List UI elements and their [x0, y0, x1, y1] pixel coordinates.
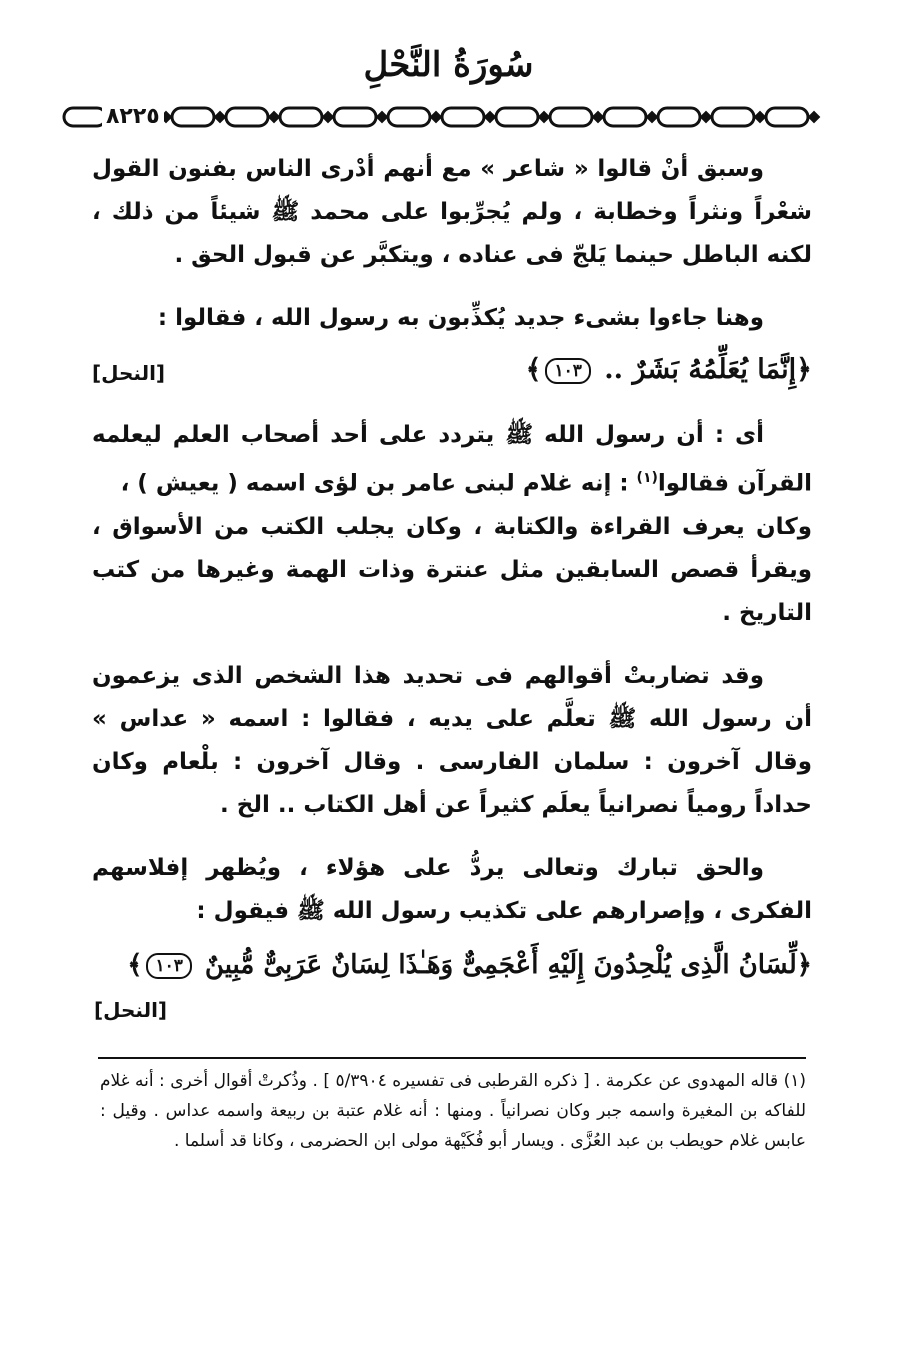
verse-close-bracket: ﴾ [127, 949, 143, 980]
verse-open-bracket: ﴿ [796, 354, 812, 385]
paragraph-4: وكان يعرف القراءة والكتابة ، وكان يجلب الكتب من الأسواق ، ويقرأ قصص السابقين مثل عنترة وذات الهمة وغيرها من كتب التاريخ . [92, 513, 812, 626]
verse-1-reference: [النحل] [92, 361, 166, 385]
footnotes [100, 1066, 806, 1156]
paragraph-5: وقد تضاربتْ أقوالهم فى تحديد هذا الشخص الذى يزعمون أن رسول الله ﷺ تعلَّم على يديه ، فقالوا : اسمه « عداس » وقال آخرون : سلمان الفارسى . وقال آخرون : بلْعام وكان حداداً رومياً نصرانياً يعلَم كثيراً عن أهل الكتاب .. الخ . [92, 662, 812, 818]
verse-text-2 [127, 939, 812, 991]
surah-title: سُورَةُ النَّحْلِ [363, 45, 534, 85]
verse-text-1 [526, 344, 812, 396]
verse-1-number: ١٠٣ [545, 358, 590, 384]
header-ornament-band [62, 100, 822, 134]
footnote-divider [98, 1057, 806, 1059]
paragraph-1: وسبق أنْ قالوا « شاعر » مع أنهم أدْرى الناس بفنون القول شعْراً ونثراً وخطابة ، ولم يُجرِّبوا على محمد ﷺ شيئاً من ذلك ، لكنه الباطل حينما يَلجّ فى عناده ، ويتكبَّر عن قبول الحق . [92, 156, 812, 268]
verse-2-number: ١٠٣ [146, 953, 191, 979]
verse-2-reference-row [92, 995, 812, 1035]
verse-open-bracket: ﴿ [796, 949, 812, 980]
paragraph-3 [92, 414, 812, 506]
verse-2-reference: [النحل] [94, 997, 168, 1022]
verse-block-1 [92, 344, 812, 396]
paragraph-6: والحق تبارك وتعالى يردُّ على هؤلاء ، ويُظهر إفلاسهم الفكرى ، وإصرارهم على تكذيب رسول الله ﷺ فيقول : [92, 854, 812, 924]
verse-block-2 [92, 939, 812, 991]
page-number: ٨٢٢٥ [102, 102, 164, 132]
paragraph-3-text: أى : أن رسول الله ﷺ يتردد على أحد أصحاب العلم ليعلمه القرآن فقالوا [92, 422, 812, 497]
main-text [92, 148, 812, 1035]
verse-2-text: لِّسَانُ الَّذِى يُلْحِدُونَ إِلَيْهِ أَعْجَمِىٌّ وَهَـٰذَا لِسَانٌ عَرَبِىٌّ مُّبِينٌ [204, 949, 797, 980]
paragraph-3-tail: : إنه غلام لبنى عامر بن لؤى اسمه ( يعيش ) ، [120, 470, 637, 497]
paragraph-2: وهنا جاءوا بشىء جديد يُكذِّبون به رسول الله ، فقالوا : [157, 305, 764, 331]
verse-1-text: إِنَّمَا يُعَلِّمُهُ بَشَرٌ .. [604, 354, 797, 385]
footnote-marker: (١) [636, 470, 658, 486]
verse-close-bracket: ﴾ [525, 354, 542, 385]
footnote-1: (١) قاله المهدوى عن عكرمة . [ ذكره القرطبى فى تفسيره ٥/٣٩٠٤ ] . وذُكرتْ أقوال أخرى : أنه غلام للفاكه بن المغيرة واسمه جبر وكان نصرانياً . ومنها : أنه غلام عتبة بن ربيعة واسمه عداس . وقيل : عابس غلام حويطب بن عبد العُزَّى . ويسار أبو فُكَيْهة مولى ابن الحضرمى ، وكانا قد أسلما . [100, 1071, 806, 1151]
